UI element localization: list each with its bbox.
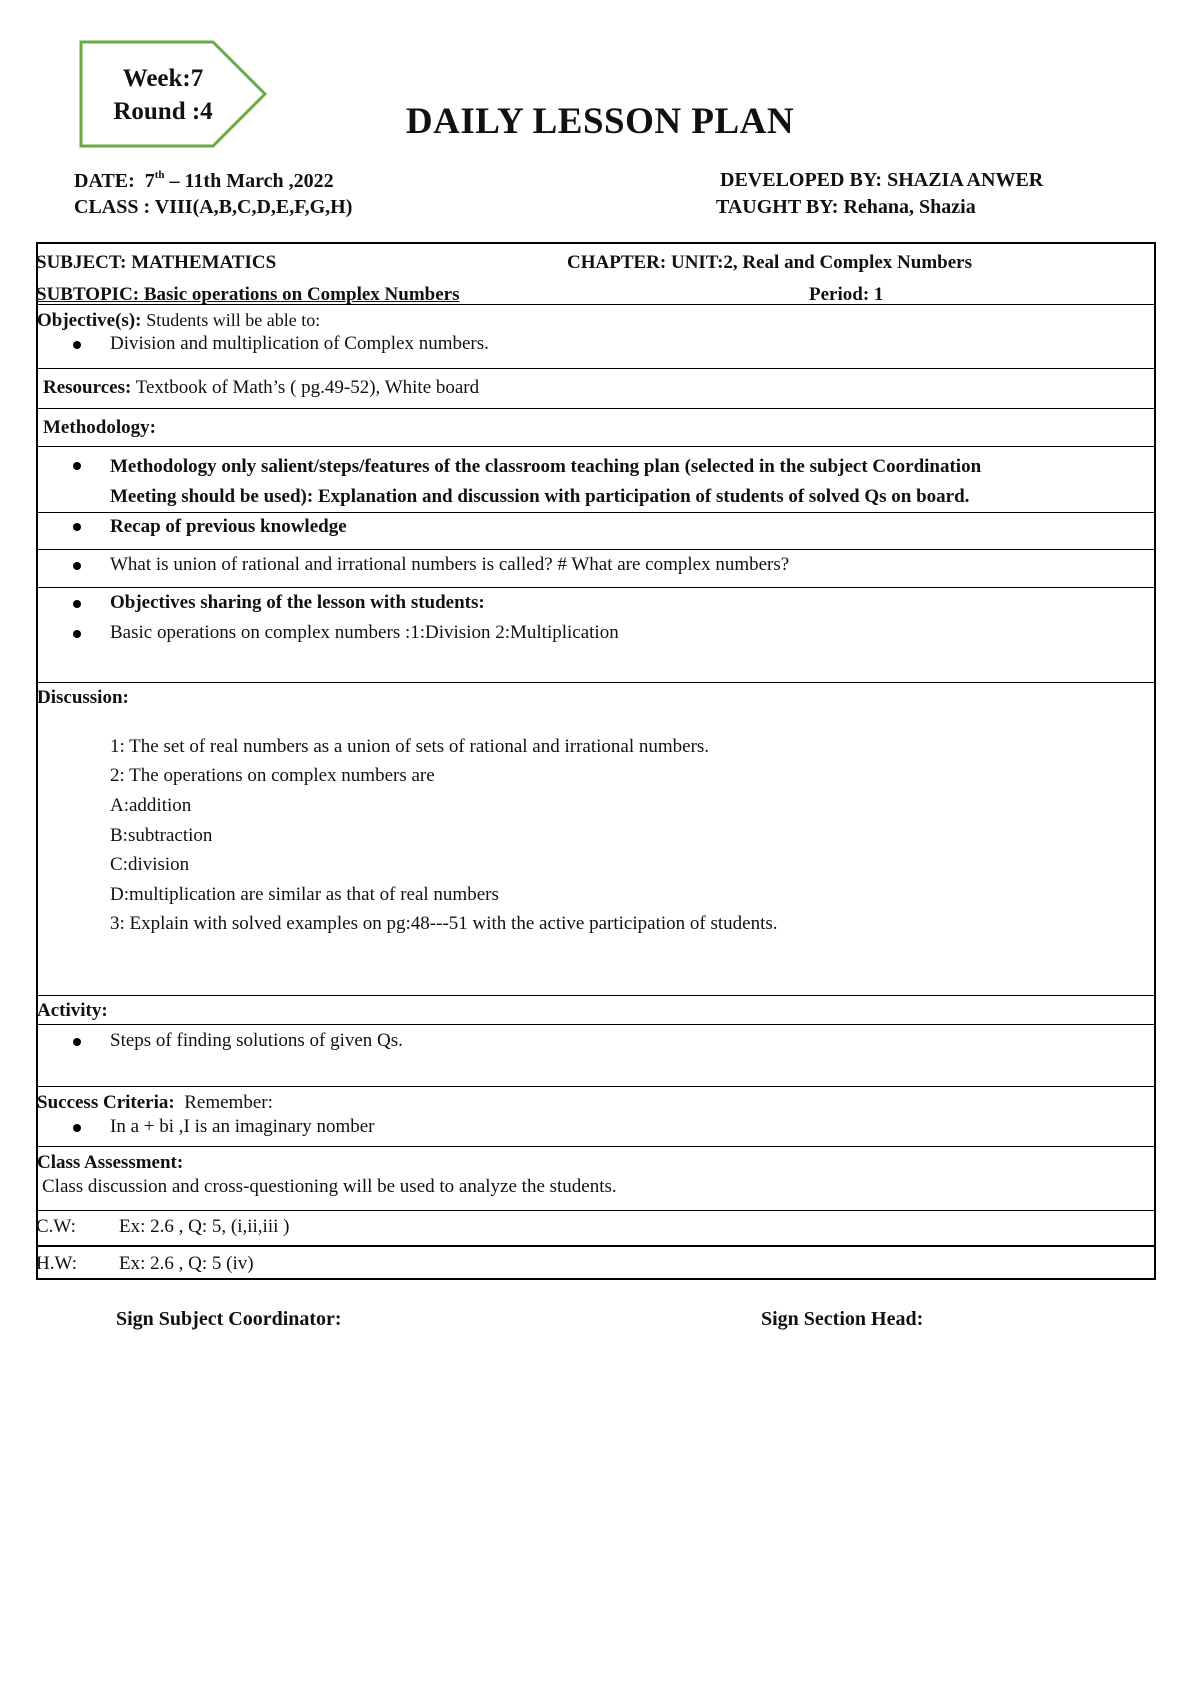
discussion-line: 3: Explain with solved examples on pg:48---51 with the active participation of students. — [110, 913, 778, 934]
objective-item: Division and multiplication of Complex numbers. — [110, 333, 489, 354]
discussion-label: Discussion: — [37, 687, 129, 708]
assessment-label: Class Assessment: — [37, 1152, 184, 1173]
discussion-line: B:subtraction — [110, 825, 213, 846]
sign-section-head: Sign Section Head: — [761, 1308, 924, 1330]
methodology-label: Methodology: — [43, 417, 156, 438]
recap-label: Recap of previous knowledge — [110, 516, 347, 537]
developed-by: DEVELOPED BY: SHAZIA ANWER — [720, 169, 1044, 191]
row-divider — [36, 446, 1156, 447]
activity-label: Activity: — [37, 1000, 108, 1021]
bullet-icon — [73, 1038, 81, 1046]
bullet-icon — [73, 1124, 81, 1132]
row-divider — [36, 995, 1156, 996]
row-divider — [36, 368, 1156, 369]
discussion-line: C:division — [110, 854, 190, 875]
success-item: In a + bi ,I is an imaginary nomber — [110, 1116, 375, 1137]
classwork-text: Ex: 2.6 , Q: 5, (i,ii,iii ) — [119, 1216, 290, 1237]
resources-row: Resources: Textbook of Math’s ( pg.49-52), White board — [43, 377, 480, 398]
homework-label: H.W: — [36, 1253, 77, 1274]
objectives-header: Objective(s): Students will be able to: — [37, 310, 321, 331]
row-divider — [36, 587, 1156, 588]
bullet-icon — [73, 341, 81, 349]
round-line: Round :4 — [113, 98, 213, 125]
bullet-icon — [73, 462, 81, 470]
taught-by: TAUGHT BY: Rehana, Shazia — [716, 196, 976, 218]
bullet-icon — [73, 630, 81, 638]
recap-question: What is union of rational and irrational numbers is called? # What are complex numbers? — [110, 554, 790, 575]
discussion-line: D:multiplication are similar as that of real numbers — [110, 884, 499, 905]
row-divider — [36, 512, 1156, 513]
discussion-line: 1: The set of real numbers as a union of sets of rational and irrational numbers. — [110, 736, 710, 757]
success-criteria-header: Success Criteria: Remember: — [37, 1092, 273, 1113]
methodology-line-1: Methodology only salient/steps/features of the classroom teaching plan (selected in the subject Coordination — [110, 456, 982, 477]
classwork-label: C.W: — [36, 1216, 76, 1237]
bullet-icon — [73, 600, 81, 608]
sign-coordinator: Sign Subject Coordinator: — [116, 1308, 342, 1330]
date-line: DATE: 7th – 11th March ,2022 — [74, 169, 334, 192]
chapter-label: CHAPTER: UNIT:2, Real and Complex Numbers — [567, 252, 972, 273]
row-divider — [36, 408, 1156, 409]
row-divider — [36, 1146, 1156, 1147]
page-title: DAILY LESSON PLAN — [405, 101, 795, 142]
discussion-line: 2: The operations on complex numbers are — [110, 765, 435, 786]
row-divider — [36, 549, 1156, 550]
row-divider — [36, 682, 1156, 683]
subtopic-label: SUBTOPIC: Basic operations on Complex Numbers — [36, 284, 460, 305]
bullet-icon — [73, 523, 81, 531]
row-divider — [36, 1024, 1156, 1025]
homework-text: Ex: 2.6 , Q: 5 (iv) — [119, 1253, 254, 1274]
period-label: Period: 1 — [809, 284, 884, 305]
week-line: Week:7 — [122, 65, 204, 92]
subject-label: SUBJECT: MATHEMATICS — [36, 252, 277, 273]
objectives-sharing-label: Objectives sharing of the lesson with students: — [110, 592, 485, 613]
bullet-icon — [73, 562, 81, 570]
row-divider — [36, 1245, 1156, 1247]
row-divider — [36, 1086, 1156, 1087]
class-line: CLASS : VIII(A,B,C,D,E,F,G,H) — [74, 196, 353, 218]
assessment-text: Class discussion and cross-questioning will be used to analyze the students. — [42, 1176, 617, 1197]
activity-item: Steps of finding solutions of given Qs. — [110, 1030, 403, 1051]
objectives-sharing-item: Basic operations on complex numbers :1:Division 2:Multiplication — [110, 622, 619, 643]
row-divider — [36, 1210, 1156, 1211]
methodology-line-2: Meeting should be used): Explanation and discussion with participation of students of solved Qs on board. — [110, 486, 970, 507]
discussion-line: A:addition — [110, 795, 192, 816]
